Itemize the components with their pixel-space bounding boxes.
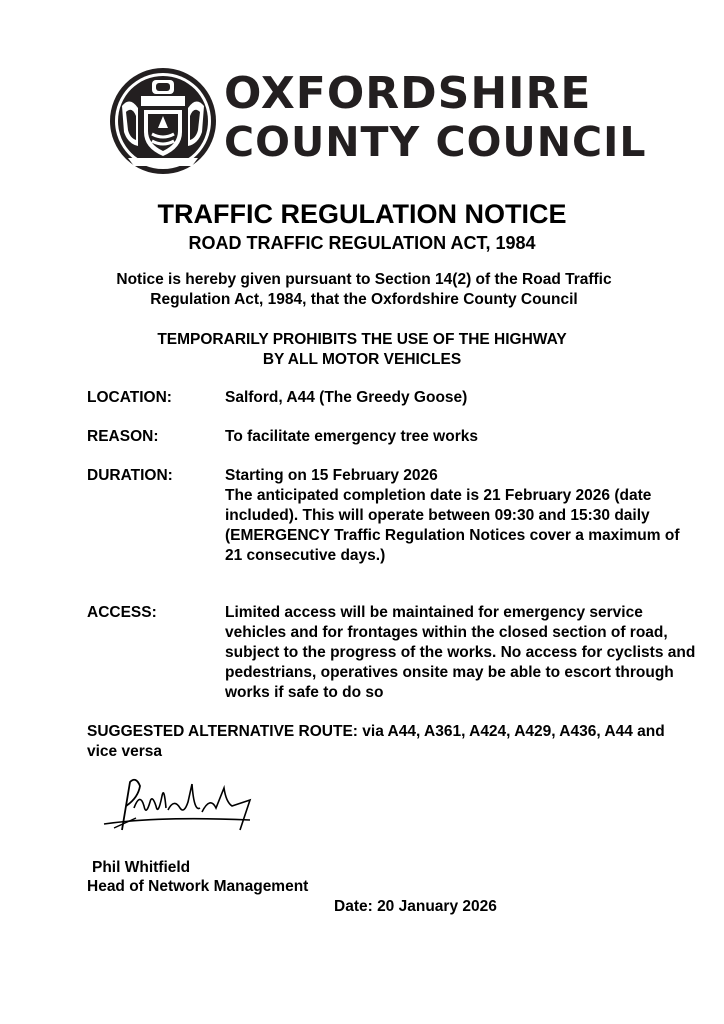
- location-value: Salford, A44 (The Greedy Goose): [225, 389, 468, 406]
- prohibition-line-1: TEMPORARILY PROHIBITS THE USE OF THE HIGHWAY: [157, 331, 567, 348]
- council-logo: [108, 64, 647, 176]
- access-value: Limited access will be maintained for emergency service vehicles and for frontages within the closed section of road, subject to the progress of the works. No access for cyclists and pedestrians, operatives onsite may be able to escort through works if safe to do so: [225, 604, 696, 701]
- duration-note: (EMERGENCY Traffic Regulation Notices cover a maximum of 21 consecutive days.): [225, 527, 680, 564]
- act-subtitle: ROAD TRAFFIC REGULATION ACT, 1984: [188, 233, 536, 253]
- signature: [100, 772, 260, 844]
- intro-paragraph: Notice is hereby given pursuant to Section 14(2) of the Road Traffic Regulation Act, 1984, that the Oxfordshire County Council: [116, 271, 612, 308]
- alternative-route: SUGGESTED ALTERNATIVE ROUTE: via A44, A361, A424, A429, A436, A44 and vice versa: [87, 723, 665, 760]
- duration-start: Starting on 15 February 2026: [225, 467, 438, 484]
- reason-label: REASON:: [87, 428, 159, 445]
- council-name-line1: OXFORDSHIRE: [224, 68, 592, 119]
- location-label: LOCATION:: [87, 389, 172, 406]
- prohibition-line-2: BY ALL MOTOR VEHICLES: [262, 351, 462, 368]
- access-label: ACCESS:: [87, 604, 157, 621]
- signer-role: Head of Network Management: [87, 878, 309, 895]
- signer-name: Phil Whitfield: [92, 859, 191, 876]
- council-name: [224, 68, 647, 166]
- reason-value: To facilitate emergency tree works: [225, 428, 478, 445]
- prohibition-statement: [100, 330, 624, 370]
- duration-value: [225, 466, 697, 566]
- council-crest-icon: [108, 66, 218, 176]
- notice-date: Date: 20 January 2026: [334, 898, 497, 915]
- council-name-line2: COUNTY COUNCIL: [224, 118, 647, 166]
- notice-title: TRAFFIC REGULATION NOTICE: [157, 199, 567, 229]
- duration-completion: The anticipated completion date is 21 February 2026 (date included). This will operate between 09:30 and 15:30 daily: [225, 487, 652, 524]
- duration-label: DURATION:: [87, 467, 173, 484]
